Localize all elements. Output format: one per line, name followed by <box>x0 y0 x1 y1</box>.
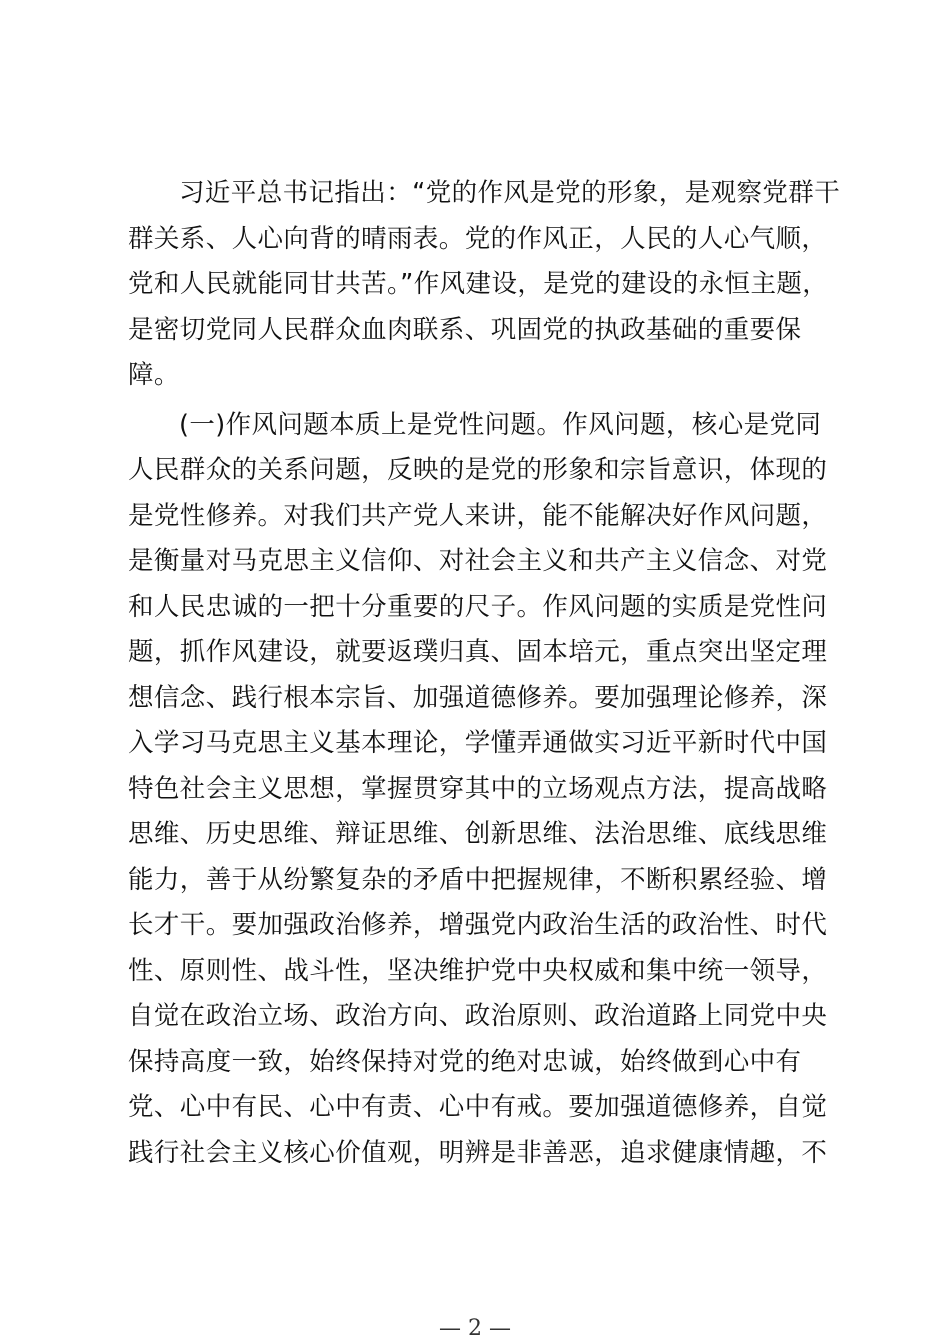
text-line: 入学习马克思主义基本理论，学懂弄通做实习近平新时代中国 <box>128 728 828 758</box>
text-line: 长才干。要加强政治修养，增强党内政治生活的政治性、时代 <box>128 910 828 940</box>
text-line: 践行社会主义核心价值观，明辨是非善恶，追求健康情趣，不 <box>128 1137 828 1168</box>
text-line: 人民群众的关系问题，反映的是党的形象和宗旨意识，体现的 <box>128 455 828 485</box>
text-line: 党和人民就能同甘共苦。”作风建设，是党的建设的永恒主题， <box>128 269 829 299</box>
text-line: (一)作风问题本质上是党性问题。作风问题，核心是党同 <box>179 409 822 440</box>
paragraph-intro <box>128 171 841 399</box>
text-line: 障。 <box>128 360 180 390</box>
text-line: 想信念、践行根本宗旨、加强道德修养。要加强理论修养，深 <box>128 682 828 713</box>
text-line: 能力，善于从纷繁复杂的矛盾中把握规律，不断积累经验、增 <box>128 864 828 895</box>
text-line: 和人民忠诚的一把十分重要的尺子。作风问题的实质是党性问 <box>128 591 828 622</box>
text-line: 特色社会主义思想，掌握贯穿其中的立场观点方法，提高战略 <box>128 773 828 804</box>
text-line: 群关系、人心向背的晴雨表。党的作风正，人民的人心气顺， <box>128 223 828 254</box>
text-line: 习近平总书记指出：“党的作风是党的形象，是观察党群干 <box>179 178 841 208</box>
text-line: 是密切党同人民群众血肉联系、巩固党的执政基础的重要保 <box>128 314 802 345</box>
text-line: 保持高度一致，始终保持对党的绝对忠诚，始终做到心中有 <box>128 1046 802 1077</box>
text-line: 自觉在政治立场、政治方向、政治原则、政治道路上同党中央 <box>128 1001 828 1031</box>
text-line: 是衡量对马克思主义信仰、对社会主义和共产主义信念、对党 <box>128 546 828 576</box>
text-line: 思维、历史思维、辩证思维、创新思维、法治思维、底线思维 <box>128 819 828 849</box>
text-line: 是党性修养。对我们共产党人来讲，能不能解决好作风问题， <box>128 500 828 531</box>
paragraph-section-one <box>128 403 828 1177</box>
text-line: 党、心中有民、心中有责、心中有戒。要加强道德修养，自觉 <box>128 1092 828 1122</box>
document-body <box>128 171 841 1176</box>
text-line: 题，抓作风建设，就要返璞归真、固本培元，重点突出坚定理 <box>128 637 828 667</box>
text-line: 性、原则性、战斗性，坚决维护党中央权威和集中统一领导， <box>128 955 828 986</box>
page-number: — 2 — <box>439 1316 511 1341</box>
